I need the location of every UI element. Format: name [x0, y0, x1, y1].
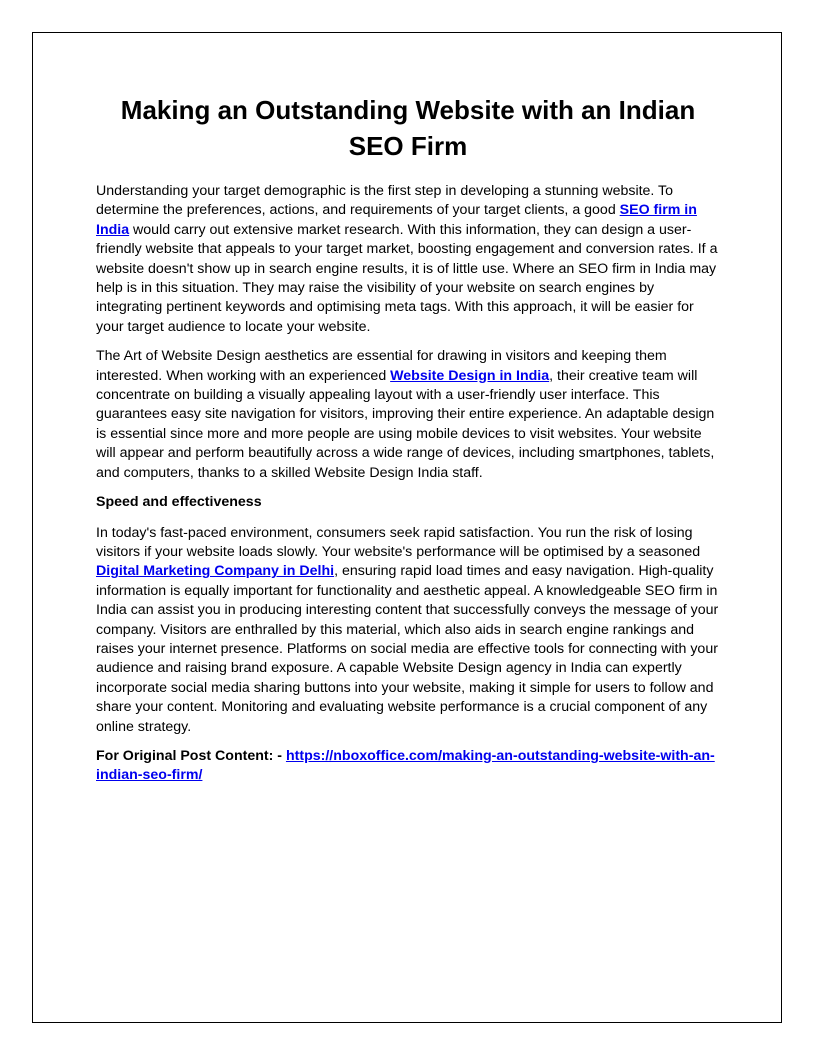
paragraph-3 [96, 524, 720, 737]
digital-marketing-delhi-link[interactable]: Digital Marketing Company in Delhi [96, 563, 335, 580]
website-design-india-link[interactable]: Website Design in India [390, 367, 550, 384]
seo-firm-india-link[interactable]: SEO firm in India [96, 202, 697, 238]
page-title: Making an Outstanding Website with an Indian SEO Firm [120, 95, 696, 161]
paragraph-3-text-start: In today's fast-paced environment, consumers seek rapid satisfaction. You run the risk of losing visitors if your website loads slowly. Your website's performance will be optimised by a seasoned [96, 524, 701, 560]
document-body [96, 92, 720, 796]
paragraph-3-text-end: , ensuring rapid load times and easy navigation. High-quality information is equally important for functionality and aesthetic appeal. A knowledgeable SEO firm in India can assist you in producing interesting content that successfully conveys the message of your company. Visitors are enthralled by this material, which also aids in search engine rankings and raises your internet presence. Platforms on social media are effective tools for connecting with your audience and raising brand exposure. A capable Website Design agency in India can expertly incorporate social media sharing buttons into your website, making it simple for users to follow and share your content. Monitoring and evaluating website performance is a crucial component of any online strategy. [96, 563, 719, 735]
paragraph-2-text-start: The Art of Website Design aesthetics are essential for drawing in visitors and keeping them interested. When working with an experienced [96, 348, 667, 384]
source-url-link[interactable]: https://nboxoffice.com/making-an-outstanding-website-with-an-indian-seo-firm/ [96, 747, 715, 784]
paragraph-2 [96, 347, 720, 483]
paragraph-1-text-end: would carry out extensive market research. With this information, they can design a user-friendly website that appeals to your target market, boosting engagement and conversion rates. If a website doesn't show up in search engine results, it is of little use. Where an SEO firm in India may help is in this situation. They may raise the visibility of your website on search engines by integrating pertinent keywords and optimising meta tags. With this approach, it will be easier for your target audience to locate your website. [96, 221, 718, 335]
source-label: For Original Post Content: - [96, 747, 286, 764]
section-heading: Speed and effectiveness [96, 494, 262, 511]
paragraph-1-text-start: Understanding your target demographic is the first step in developing a stunning website. To determine the preferences, actions, and requirements of your target clients, a good [96, 183, 674, 219]
paragraph-2-text-end: , their creative team will concentrate on building a visually appealing layout with a user-friendly user interface. This guarantees easy site navigation for visitors, improving their entire experience. An adaptable design is essential since more and more people are using mobile devices to visit websites. Your website will appear and perform beautifully across a wide range of devices, including smartphones, tablets, and computers, thanks to a skilled Website Design India staff. [96, 367, 715, 481]
source-footer [96, 747, 720, 786]
paragraph-1 [96, 182, 720, 337]
